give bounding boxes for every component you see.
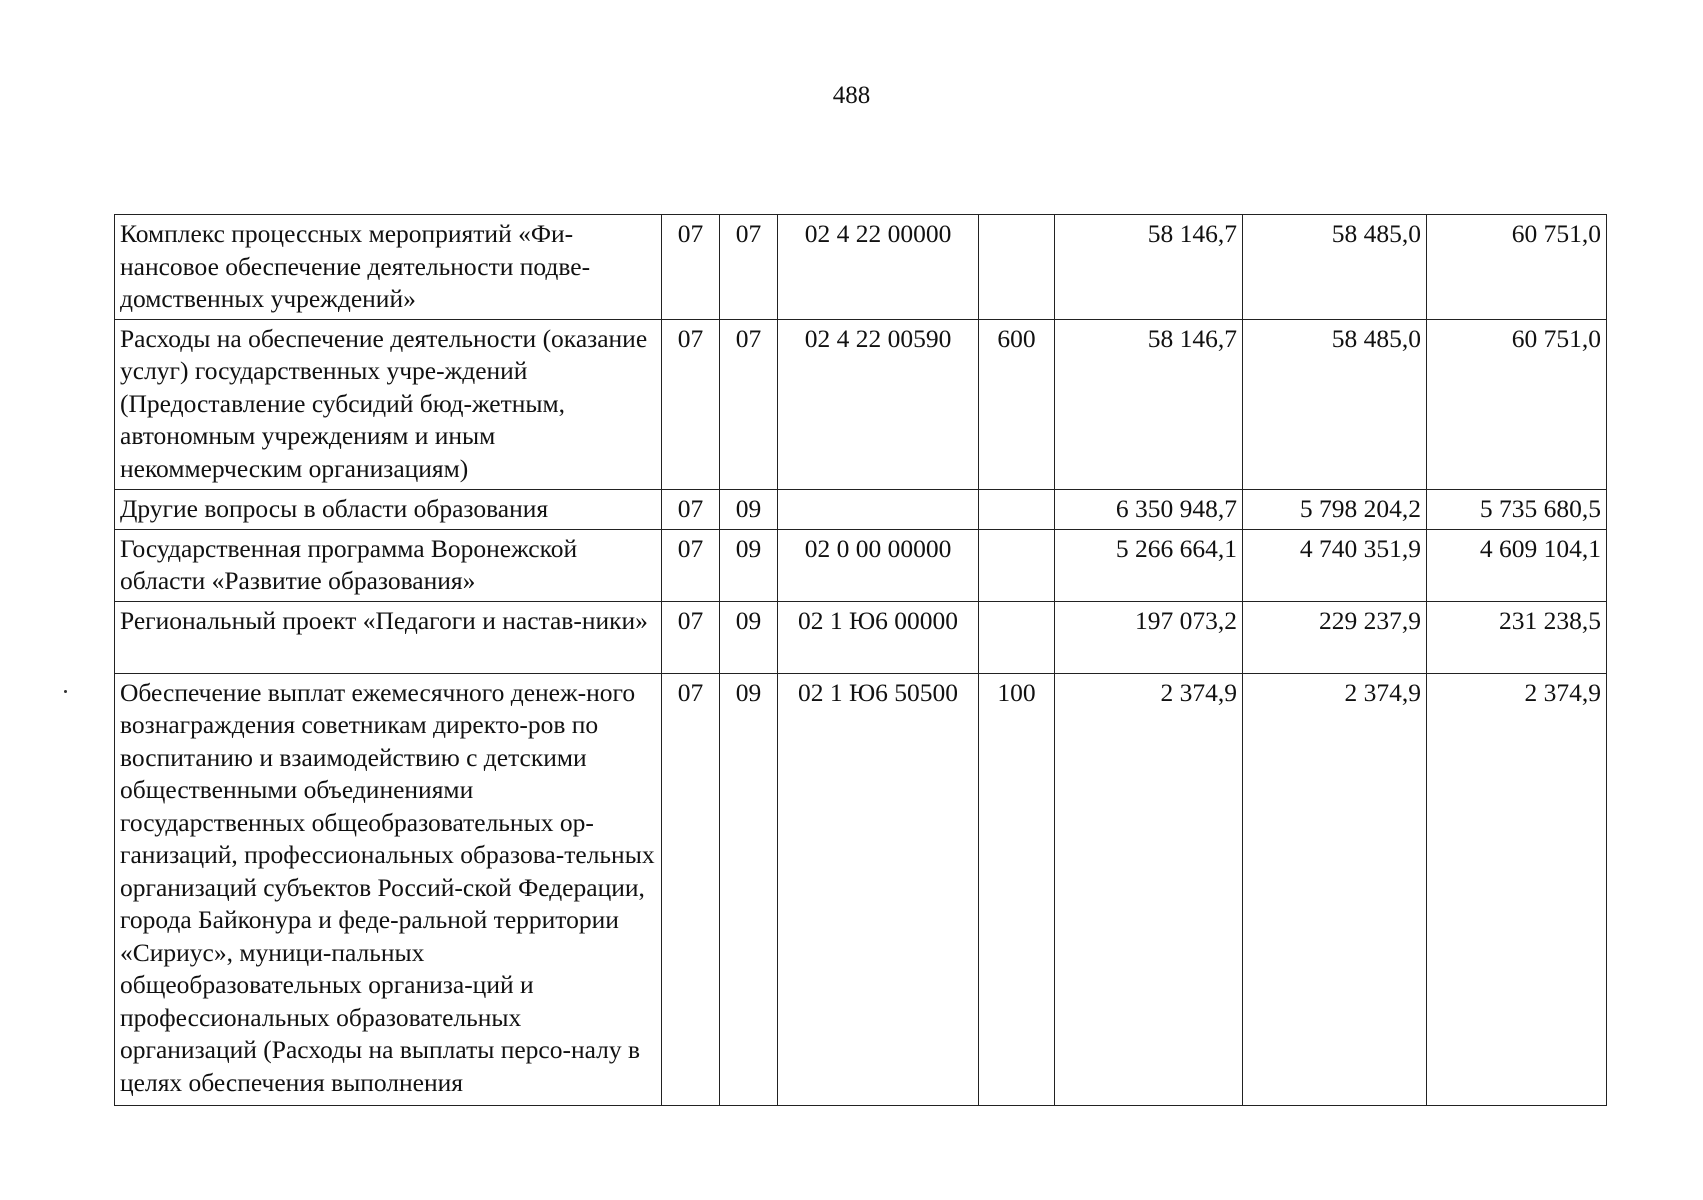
row-target-article: 02 1 Ю6 50500 (778, 673, 979, 1105)
row-name: Государственная программа Воронежской области «Развитие образования» (115, 529, 662, 601)
row-target-article: 02 4 22 00590 (778, 319, 979, 489)
row-expense-type: 600 (979, 319, 1055, 489)
row-section: 07 (662, 673, 720, 1105)
margin-dot (64, 690, 67, 693)
row-subsection: 09 (720, 673, 778, 1105)
row-name: Региональный проект «Педагоги и настав-ники» (115, 601, 662, 673)
table-row (115, 215, 1607, 320)
row-amount-year-3: 60 751,0 (1427, 215, 1607, 320)
row-amount-year-2: 58 485,0 (1243, 319, 1427, 489)
row-amount-year-1: 5 266 664,1 (1055, 529, 1243, 601)
row-subsection: 09 (720, 601, 778, 673)
table-row (115, 601, 1607, 673)
row-expense-type (979, 215, 1055, 320)
row-amount-year-3: 231 238,5 (1427, 601, 1607, 673)
row-target-article (778, 489, 979, 529)
row-name: Другие вопросы в области образования (115, 489, 662, 529)
row-amount-year-1: 197 073,2 (1055, 601, 1243, 673)
row-name: Расходы на обеспечение деятельности (оказание услуг) государственных учре-ждений (Предоставление субсидий бюд-жетным, автономным учреждениям и иным некоммерческим организациям) (115, 319, 662, 489)
row-name: Комплекс процессных мероприятий «Фи-нансовое обеспечение деятельности подве-домственных учреждений» (115, 215, 662, 320)
row-amount-year-1: 2 374,9 (1055, 673, 1243, 1105)
row-amount-year-3: 4 609 104,1 (1427, 529, 1607, 601)
row-amount-year-1: 58 146,7 (1055, 319, 1243, 489)
row-expense-type (979, 529, 1055, 601)
row-amount-year-2: 2 374,9 (1243, 673, 1427, 1105)
row-expense-type (979, 489, 1055, 529)
row-section: 07 (662, 529, 720, 601)
row-target-article: 02 1 Ю6 00000 (778, 601, 979, 673)
row-amount-year-2: 58 485,0 (1243, 215, 1427, 320)
row-amount-year-1: 6 350 948,7 (1055, 489, 1243, 529)
row-amount-year-2: 4 740 351,9 (1243, 529, 1427, 601)
row-section: 07 (662, 319, 720, 489)
row-amount-year-3: 2 374,9 (1427, 673, 1607, 1105)
row-amount-year-2: 229 237,9 (1243, 601, 1427, 673)
table-row (115, 319, 1607, 489)
page-number: 488 (832, 82, 871, 109)
row-section: 07 (662, 215, 720, 320)
row-expense-type (979, 601, 1055, 673)
row-target-article: 02 4 22 00000 (778, 215, 979, 320)
row-subsection: 09 (720, 489, 778, 529)
row-subsection: 07 (720, 215, 778, 320)
row-section: 07 (662, 601, 720, 673)
row-amount-year-2: 5 798 204,2 (1243, 489, 1427, 529)
row-expense-type: 100 (979, 673, 1055, 1105)
row-name: Обеспечение выплат ежемесячного денеж-ного вознаграждения советникам директо-ров по воспитанию и взаимодействию с детскими общественными объединениями государственных общеобразовательных ор-ганизаций, профессиональных образова-тельных организаций субъектов Россий-ской Федерации, города Байконура и феде-ральной территории «Сириус», муници-пальных общеобразовательных организа-ций и профессиональных образовательных организаций (Расходы на выплаты персо-налу в целях обеспечения выполнения (115, 673, 662, 1105)
table-row (115, 529, 1607, 601)
row-amount-year-1: 58 146,7 (1055, 215, 1243, 320)
row-subsection: 09 (720, 529, 778, 601)
table-row (115, 489, 1607, 529)
row-amount-year-3: 60 751,0 (1427, 319, 1607, 489)
row-target-article: 02 0 00 00000 (778, 529, 979, 601)
row-subsection: 07 (720, 319, 778, 489)
budget-table (114, 214, 1607, 1106)
table-row (115, 673, 1607, 1105)
row-section: 07 (662, 489, 720, 529)
row-amount-year-3: 5 735 680,5 (1427, 489, 1607, 529)
